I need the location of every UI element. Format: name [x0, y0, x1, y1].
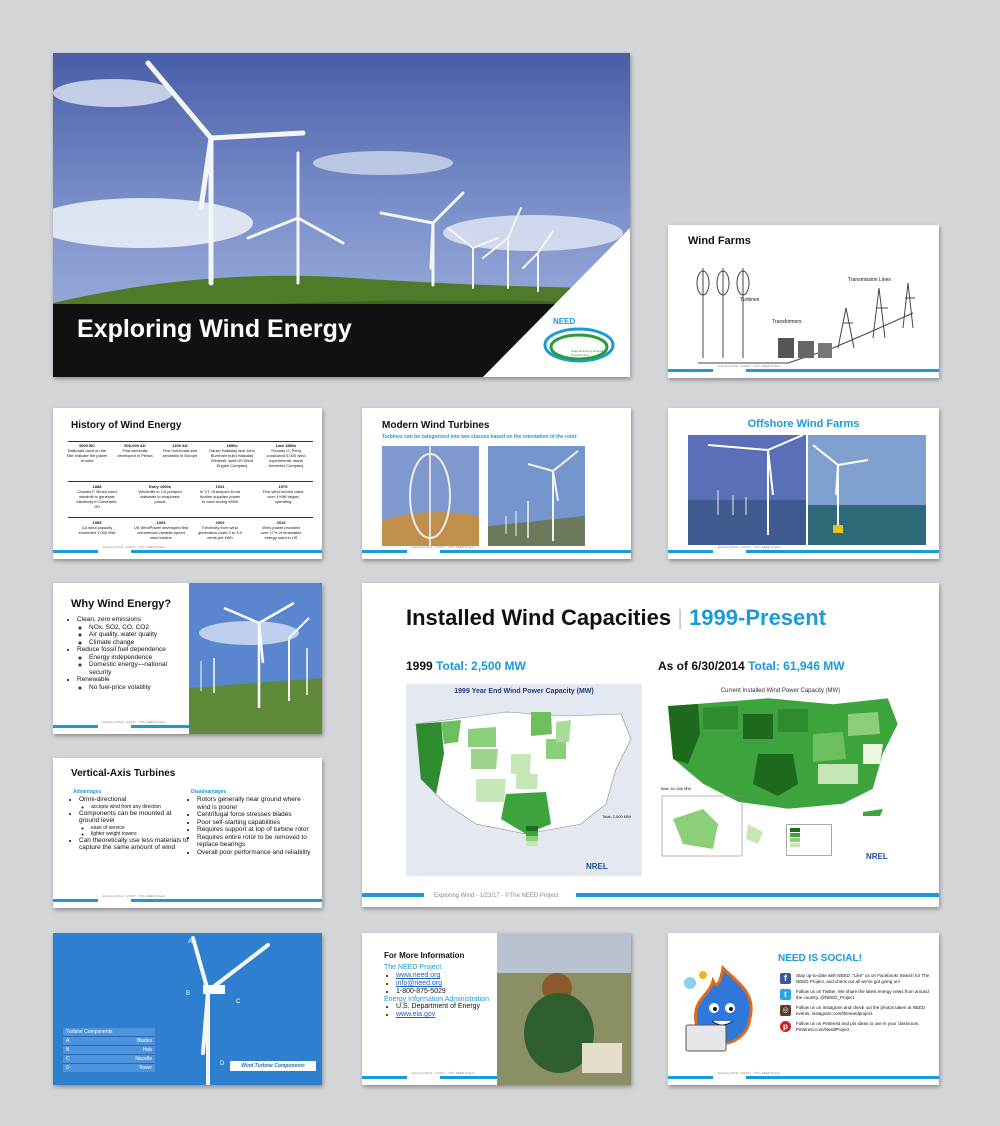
slide-footer-text: Exploring Wind - 1/23/17 - ©The NEED Project — [412, 545, 475, 549]
map-1999 — [406, 684, 642, 876]
bullet: • Requires support at top of turbine rotor — [197, 826, 315, 834]
slide-why-wind[interactable] — [53, 583, 322, 734]
bullet: • Rotors generally near ground where wind is poorer — [197, 796, 315, 811]
vertical-axis-turbine-photo — [382, 446, 479, 546]
link-text[interactable]: www.need.org — [396, 972, 441, 979]
right-total: Total: 61,946 MW — [748, 659, 845, 673]
table-row — [63, 1054, 155, 1063]
table-row — [63, 1063, 155, 1072]
social-text: Follow us on Instagram and check out the photos taken at NEED events, instagram.com/theneedproject. — [796, 1005, 926, 1016]
slide-footer-bar — [668, 1076, 939, 1079]
table-cell-value: Tower — [138, 1065, 152, 1071]
social-title: NEED IS SOCIAL! — [778, 953, 862, 964]
link-need-website[interactable] — [396, 972, 504, 980]
bullet: ◦ Energy independence — [89, 654, 190, 662]
bullet: • Clean, zero emissions — [77, 616, 190, 624]
table-cell-key: C — [66, 1056, 70, 1062]
bullet: • Requires entire rotor to be removed to replace bearings — [197, 834, 315, 849]
disadvantages-heading: Disadvantages — [191, 789, 227, 795]
social-list — [780, 973, 930, 1032]
social-text: Stay up-to-date with NEED. "Like" us on Facebook! Search for The NEED Project, and check out all we've got going on! — [796, 973, 930, 984]
table-cell-key: B — [66, 1047, 70, 1053]
map-2014-title: Current Installed Wind Power Capacity (MW) — [720, 688, 841, 694]
social-item-twitter[interactable] — [780, 989, 930, 1000]
installed-title-main: Installed Wind Capacities — [406, 605, 672, 630]
org-need: The NEED Project — [384, 964, 442, 971]
timeline-node: Early 1900s Windmills in CA pumped saltwater to evaporate ponds — [138, 484, 182, 504]
bullet: • Components can be mounted at ground level — [79, 810, 189, 825]
left-year: 1999 — [406, 659, 433, 673]
timeline-line-top — [68, 441, 313, 442]
map-1999-legend — [526, 826, 586, 858]
modern-title: Modern Wind Turbines — [382, 420, 490, 431]
link-text[interactable]: www.eia.gov — [396, 1011, 436, 1018]
slide-vertical-axis[interactable] — [53, 758, 322, 908]
link-eia-website[interactable] — [396, 1011, 504, 1019]
link-need-email[interactable] — [396, 980, 504, 988]
bullet: • Centrifugal force stresses blades — [197, 811, 315, 819]
why-photo — [189, 583, 322, 734]
table-cell-value: Hub — [142, 1047, 152, 1053]
advantages-list — [67, 796, 189, 852]
need-logo — [541, 315, 621, 370]
slide-footer-text: Exploring Wind - 1/23/17 - ©The NEED Project — [718, 364, 781, 368]
map-2014 — [658, 684, 903, 876]
slide-footer-bar — [362, 550, 631, 553]
link-text[interactable]: info@need.org — [396, 980, 443, 987]
vertical-title: Vertical-Axis Turbines — [71, 768, 176, 779]
timeline-node: 1888 Charles F. Brush used windmill to generate electricity in Cleveland, OH — [76, 484, 118, 509]
nrel-logo: NREL — [586, 862, 608, 871]
facebook-icon[interactable]: f — [780, 973, 791, 984]
why-title: Why Wind Energy? — [71, 598, 172, 610]
installed-title — [406, 605, 826, 631]
slide-footer-text: Exploring Wind - 1/23/17 - ©The NEED Project — [103, 545, 166, 549]
social-item-pinterest[interactable] — [780, 1021, 930, 1032]
slide-installed-capacities[interactable] — [362, 583, 939, 907]
bullet: ◦ Domestic energy—national security — [89, 661, 190, 676]
slide-title-text: Exploring Wind Energy — [77, 315, 352, 343]
map-1999-title: 1999 Year End Wind Power Capacity (MW) — [454, 688, 594, 695]
twitter-icon[interactable]: t — [780, 989, 791, 1000]
advantages-heading: Advantages — [73, 789, 102, 795]
bullet: • Renewable — [77, 676, 190, 684]
social-item-instagram[interactable] — [780, 1005, 930, 1016]
table-row — [63, 1036, 155, 1045]
slide-footer-bar — [362, 1076, 631, 1079]
timeline-line-mid — [68, 481, 313, 482]
slide-more-info[interactable] — [362, 933, 631, 1085]
instagram-icon[interactable]: ◎ — [780, 1005, 791, 1016]
slide-footer-text: Exploring Wind - 1/23/17 - ©The NEED Project — [412, 1071, 475, 1075]
timeline-node: 1993 US WindPower developed first commercial variable-speed wind turbine — [133, 520, 189, 540]
phone-number: • 1-800-875-5029 — [396, 988, 504, 996]
bullet: ◦ No fuel-price volatility — [89, 684, 190, 692]
social-text: Follow us on Twitter. We share the latest energy news from around the country, @NEED_Project. — [796, 989, 929, 1000]
bullet: • Can theoretically use less materials to capture the same amount of wind — [79, 837, 189, 852]
timeline-node: 500-900 AD First windmills developed in Persia — [117, 443, 153, 458]
social-text: Follow us on Pinterest and pin ideas to use in your classroom, Pinterest.com/NeedProject. — [796, 1021, 920, 1032]
table-row — [63, 1045, 155, 1054]
label-d: D — [220, 1061, 225, 1067]
slide-footer-text: Exploring Wind - 1/23/17 - ©The NEED Project — [103, 720, 166, 724]
modern-subtitle: Turbines can be categorized into two classes based on the orientation of the rotor. — [382, 434, 578, 440]
timeline-node: Late 1880s Thomas O. Perry conducted 5,000 wind experiments; starts Aermotor Company — [266, 443, 306, 468]
slide-history[interactable] — [53, 408, 322, 559]
timeline-node: 1985 CA wind capacity exceeded 1,000 MW — [78, 520, 116, 535]
bullet: • Overall poor performance and reliability — [197, 849, 315, 857]
right-heading — [658, 659, 845, 673]
bullet: ◦ accepts wind from any direction — [91, 804, 189, 810]
label-b: B — [186, 991, 191, 997]
timeline-node: 2004 Electricity from wind generation costs 3 to 4.5 cents per kWh — [198, 520, 242, 540]
installed-title-sub: 1999-Present — [689, 605, 827, 630]
label-turbines: Turbines — [740, 297, 760, 303]
slide-footer-bar — [53, 725, 322, 728]
offshore-photo-right — [808, 435, 926, 545]
map-1999-total: Total: 2,500 MW — [602, 814, 631, 819]
bullet: • Reduce fossil fuel dependence — [77, 646, 190, 654]
timeline-node: 1941 In VT, Grandpa's Knob turbine supplies power to town during WWII — [199, 484, 241, 504]
offshore-photo-left — [688, 435, 806, 545]
wind-farms-title: Wind Farms — [688, 235, 751, 247]
timeline-node: 5000 BC Sailboats used on the Nile indicate the power of wind — [66, 443, 108, 463]
slide-footer-bar — [668, 550, 939, 553]
table-cell-value: Blades — [136, 1038, 152, 1044]
mascot-illustration — [678, 963, 768, 1063]
slide-footer-text: Exploring Wind - 1/23/17 - ©The NEED Project — [103, 894, 166, 898]
map-2014-total: Total: 61,946 MW — [660, 786, 692, 791]
slide-footer-bar — [53, 899, 322, 902]
why-bullets — [65, 616, 190, 691]
org-doe: • U.S. Department of Energy — [396, 1003, 504, 1011]
table-cell-key: D — [66, 1065, 70, 1071]
bullet: ◦ Climate change — [89, 639, 190, 647]
table-cell-key: A — [66, 1038, 70, 1044]
label-c: C — [236, 999, 241, 1005]
bullet: ◦ lighter weight towers — [91, 831, 189, 837]
bullet: • Poor self-starting capabilities — [197, 819, 315, 827]
slide-wind-farms[interactable] — [668, 225, 939, 378]
right-date: As of 6/30/2014 — [658, 659, 745, 673]
table-cell-value: Nacelle — [135, 1056, 152, 1062]
bullet: ◦ ease of service — [91, 825, 189, 831]
bullet: ◦ Air quality, water quality — [89, 631, 190, 639]
need-logo-word: NEED — [553, 317, 576, 326]
nrel-logo: NREL — [866, 852, 888, 861]
timeline-node: 1300 AD First horizontal-axis windmills in Europe — [162, 443, 198, 458]
slide-turbine-components[interactable] — [53, 933, 322, 1085]
slide-footer-text: Exploring Wind - 1/23/17 - ©The NEED Project — [718, 545, 781, 549]
left-heading — [406, 659, 526, 673]
components-caption: Wind Turbine Components — [230, 1061, 316, 1071]
slide-modern-turbines[interactable] — [362, 408, 631, 559]
timeline-node: 1850s Daniel Halladay and John Burnham build Halladay Windmill; start US Wind Engine Company — [209, 443, 255, 468]
need-logo-sub: National Energy Education Development — [571, 349, 607, 357]
timeline-node: 1979 First wind turbine rated over 1 MW began operating — [262, 484, 304, 504]
label-transmission-lines: Transmission Lines — [848, 277, 891, 283]
timeline-line-bottom — [68, 517, 313, 518]
components-table — [63, 1028, 155, 1072]
offshore-title: Offshore Wind Farms — [747, 418, 860, 430]
more-info-body — [384, 964, 504, 1019]
pinterest-icon[interactable]: p — [780, 1021, 791, 1032]
history-title: History of Wind Energy — [71, 420, 182, 431]
wind-farm-diagram — [668, 253, 939, 373]
title-divider: | — [677, 605, 683, 630]
map-2014-legend — [786, 824, 832, 856]
timeline-node: 2013 Wind power provided over 17% of renewable energy used in US — [260, 520, 302, 540]
horizontal-axis-turbine-photo — [488, 446, 585, 546]
slide-need-social[interactable] — [668, 933, 939, 1085]
bullet: ◦ NOx, SO2, CO, CO2 — [89, 624, 190, 632]
social-item-facebook[interactable] — [780, 973, 930, 984]
disadvantages-list — [185, 796, 315, 856]
label-a: A — [188, 939, 193, 945]
org-eia: Energy Information Administration — [384, 996, 490, 1003]
slide-footer-bar — [53, 550, 322, 553]
slide-title[interactable] — [53, 53, 630, 377]
label-transformers: Transformers — [772, 319, 802, 325]
more-info-title: For More Information — [384, 951, 465, 960]
left-total: Total: 2,500 MW — [436, 659, 526, 673]
more-info-photo — [497, 933, 631, 1085]
components-table-head: Turbine Components — [66, 1029, 113, 1035]
slide-footer-text: Exploring Wind - 1/23/17 - ©The NEED Project — [718, 1071, 781, 1075]
slide-footer-bar — [668, 369, 939, 372]
bullet: • Omni-directional — [79, 796, 189, 804]
slide-footer-text: Exploring Wind - 1/23/17 - ©The NEED Project — [434, 893, 559, 899]
slide-offshore[interactable] — [668, 408, 939, 559]
